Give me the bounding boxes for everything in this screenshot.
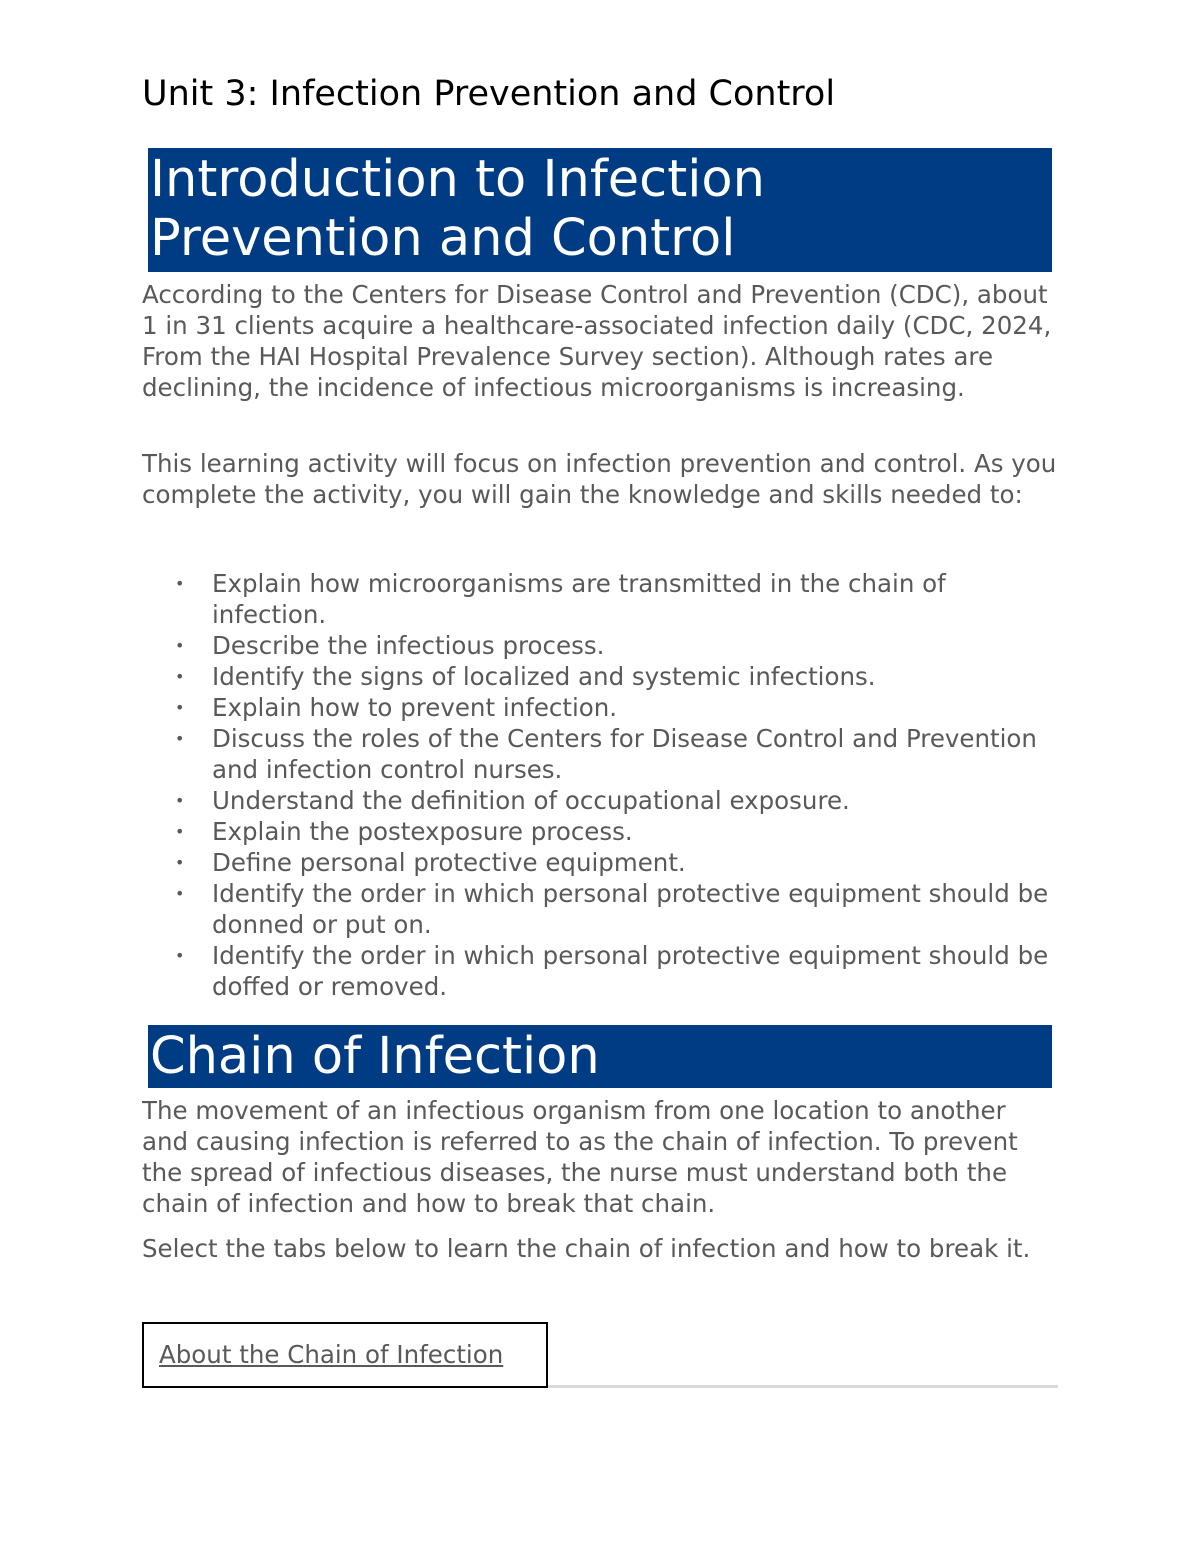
bullet-icon: • bbox=[175, 822, 185, 841]
objective-text: Describe the infectious process. bbox=[212, 631, 605, 660]
objective-item bbox=[142, 847, 1058, 878]
objective-item bbox=[142, 816, 1058, 847]
objective-text: Explain the postexposure process. bbox=[212, 817, 633, 846]
objective-text: Define personal protective equipment. bbox=[212, 848, 686, 877]
intro-section-heading bbox=[148, 148, 1052, 272]
objective-item bbox=[142, 940, 1058, 1002]
tab-bar-divider bbox=[548, 1385, 1058, 1388]
learning-objectives-list bbox=[142, 568, 1058, 1002]
bullet-icon: • bbox=[175, 574, 185, 593]
chain-paragraph-definition: The movement of an infectious organism from one location to another and causing infection is referred to as the chain of infection. To prevent the spread of infectious diseases, the nurse must understand both the chain of infection and how to break that chain. bbox=[142, 1096, 1018, 1218]
objective-text: Identify the order in which personal protective equipment should be donned or put on. bbox=[212, 879, 1049, 939]
bullet-icon: • bbox=[175, 729, 185, 748]
bullet-icon: • bbox=[175, 853, 185, 872]
bullet-icon: • bbox=[175, 698, 185, 717]
objective-item bbox=[142, 661, 1058, 692]
objective-item bbox=[142, 878, 1058, 940]
intro-heading-line2: Prevention and Control bbox=[150, 209, 736, 268]
objective-text: Explain how to prevent infection. bbox=[212, 693, 618, 722]
objective-item bbox=[142, 692, 1058, 723]
chain-paragraph-instructions: Select the tabs below to learn the chain of infection and how to break it. bbox=[142, 1234, 1031, 1263]
intro-paragraph-activity: This learning activity will focus on infection prevention and control. As you complete the activity, you will gain the knowledge and skills needed to: bbox=[142, 449, 1057, 509]
objective-text: Discuss the roles of the Centers for Disease Control and Prevention and infection control nurses. bbox=[212, 724, 1037, 784]
bullet-icon: • bbox=[175, 946, 185, 965]
unit-title: Unit 3: Infection Prevention and Control bbox=[142, 74, 836, 114]
bullet-icon: • bbox=[175, 884, 185, 903]
objective-item bbox=[142, 723, 1058, 785]
chain-section-heading: Chain of Infection bbox=[148, 1025, 1052, 1088]
objective-text: Explain how microorganisms are transmitted in the chain of infection. bbox=[212, 569, 946, 629]
tab-about-chain-of-infection[interactable]: About the Chain of Infection bbox=[142, 1322, 548, 1388]
bullet-icon: • bbox=[175, 636, 185, 655]
bullet-icon: • bbox=[175, 667, 185, 686]
objective-text: Identify the signs of localized and systemic infections. bbox=[212, 662, 876, 691]
objective-text: Identify the order in which personal protective equipment should be doffed or removed. bbox=[212, 941, 1049, 1001]
objective-item bbox=[142, 785, 1058, 816]
objective-item bbox=[142, 568, 1058, 630]
objective-item bbox=[142, 630, 1058, 661]
intro-paragraph-cdc: According to the Centers for Disease Control and Prevention (CDC), about 1 in 31 clients acquire a healthcare-associated infection daily (CDC, 2024, From the HAI Hospital Prevalence Survey section). Although rates are declining, the incidence of infectious microorganisms is increasing. bbox=[142, 280, 1052, 402]
bullet-icon: • bbox=[175, 791, 185, 810]
objective-text: Understand the definition of occupational exposure. bbox=[212, 786, 850, 815]
intro-heading-line1: Introduction to Infection bbox=[150, 150, 765, 209]
